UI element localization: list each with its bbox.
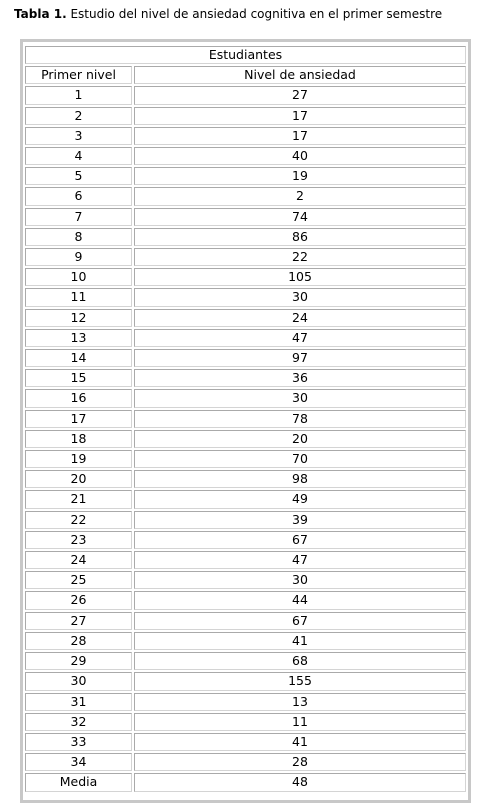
table-row	[25, 490, 466, 508]
cell-nivel-ansiedad: 19	[134, 167, 466, 185]
table-row	[25, 531, 466, 549]
cell-primer-nivel: 10	[25, 268, 132, 286]
cell-nivel-ansiedad: 68	[134, 652, 466, 670]
cell-primer-nivel: 22	[25, 511, 132, 529]
cell-primer-nivel: 25	[25, 571, 132, 589]
cell-nivel-ansiedad: 22	[134, 248, 466, 266]
cell-primer-nivel: 15	[25, 369, 132, 387]
cell-primer-nivel: 30	[25, 672, 132, 690]
table-row	[25, 410, 466, 428]
table-row	[25, 187, 466, 205]
table-row	[25, 430, 466, 448]
cell-nivel-ansiedad: 17	[134, 107, 466, 125]
group-header-row	[25, 46, 466, 64]
cell-primer-nivel: 14	[25, 349, 132, 367]
column-header-primer-nivel: Primer nivel	[25, 66, 132, 84]
cell-nivel-ansiedad: 44	[134, 591, 466, 609]
table-row	[25, 470, 466, 488]
cell-primer-nivel: 16	[25, 389, 132, 407]
cell-nivel-ansiedad: 24	[134, 309, 466, 327]
cell-nivel-ansiedad: 36	[134, 369, 466, 387]
cell-nivel-ansiedad: 41	[134, 733, 466, 751]
column-header-nivel-ansiedad: Nivel de ansiedad	[134, 66, 466, 84]
table-row	[25, 228, 466, 246]
cell-nivel-ansiedad: 41	[134, 632, 466, 650]
table-row	[25, 248, 466, 266]
table-row	[25, 672, 466, 690]
table-row	[25, 369, 466, 387]
cell-nivel-ansiedad: 86	[134, 228, 466, 246]
cell-nivel-ansiedad: 49	[134, 490, 466, 508]
column-header-row	[25, 66, 466, 84]
cell-primer-nivel: 17	[25, 410, 132, 428]
cell-nivel-ansiedad: 67	[134, 531, 466, 549]
table-row	[25, 147, 466, 165]
cell-nivel-ansiedad: 30	[134, 389, 466, 407]
cell-nivel-ansiedad: 20	[134, 430, 466, 448]
cell-nivel-ansiedad: 97	[134, 349, 466, 367]
table-row	[25, 450, 466, 468]
cell-primer-nivel: 11	[25, 288, 132, 306]
table-row	[25, 389, 466, 407]
table-row	[25, 753, 466, 771]
cell-nivel-ansiedad: 30	[134, 288, 466, 306]
caption-label: Tabla 1.	[14, 7, 67, 21]
cell-nivel-ansiedad: 11	[134, 713, 466, 731]
table-row	[25, 693, 466, 711]
cell-primer-nivel: 33	[25, 733, 132, 751]
cell-primer-nivel: 19	[25, 450, 132, 468]
table-row	[25, 733, 466, 751]
cell-nivel-ansiedad: 47	[134, 329, 466, 347]
table-caption	[14, 6, 442, 22]
cell-primer-nivel: 26	[25, 591, 132, 609]
cell-nivel-ansiedad: 105	[134, 268, 466, 286]
cell-nivel-ansiedad: 67	[134, 612, 466, 630]
cell-nivel-ansiedad: 40	[134, 147, 466, 165]
table-row	[25, 632, 466, 650]
group-header-cell: Estudiantes	[25, 46, 466, 64]
cell-primer-nivel: 18	[25, 430, 132, 448]
cell-primer-nivel: 1	[25, 86, 132, 104]
cell-nivel-ansiedad: 48	[134, 773, 466, 791]
cell-primer-nivel: 9	[25, 248, 132, 266]
table-row	[25, 309, 466, 327]
cell-nivel-ansiedad: 27	[134, 86, 466, 104]
cell-primer-nivel: 29	[25, 652, 132, 670]
cell-primer-nivel: 27	[25, 612, 132, 630]
table-row	[25, 612, 466, 630]
table-row	[25, 571, 466, 589]
table-row	[25, 551, 466, 569]
cell-primer-nivel: 4	[25, 147, 132, 165]
table-row	[25, 107, 466, 125]
table-row	[25, 773, 466, 791]
table-row	[25, 591, 466, 609]
caption-text: Estudio del nivel de ansiedad cognitiva en el primer semestre	[70, 7, 443, 21]
cell-primer-nivel: 20	[25, 470, 132, 488]
cell-nivel-ansiedad: 13	[134, 693, 466, 711]
cell-nivel-ansiedad: 39	[134, 511, 466, 529]
anxiety-table-container	[20, 39, 471, 803]
cell-primer-nivel: 34	[25, 753, 132, 771]
cell-primer-nivel: Media	[25, 773, 132, 791]
cell-nivel-ansiedad: 28	[134, 753, 466, 771]
anxiety-table	[23, 44, 468, 794]
cell-nivel-ansiedad: 74	[134, 208, 466, 226]
cell-nivel-ansiedad: 98	[134, 470, 466, 488]
table-row	[25, 167, 466, 185]
cell-primer-nivel: 7	[25, 208, 132, 226]
cell-primer-nivel: 32	[25, 713, 132, 731]
cell-nivel-ansiedad: 155	[134, 672, 466, 690]
cell-primer-nivel: 24	[25, 551, 132, 569]
table-row	[25, 652, 466, 670]
cell-primer-nivel: 13	[25, 329, 132, 347]
table-row	[25, 511, 466, 529]
cell-primer-nivel: 31	[25, 693, 132, 711]
table-row	[25, 329, 466, 347]
cell-nivel-ansiedad: 2	[134, 187, 466, 205]
table-row	[25, 268, 466, 286]
table-row	[25, 208, 466, 226]
cell-primer-nivel: 2	[25, 107, 132, 125]
cell-primer-nivel: 28	[25, 632, 132, 650]
table-row	[25, 86, 466, 104]
cell-primer-nivel: 6	[25, 187, 132, 205]
table-row	[25, 288, 466, 306]
cell-primer-nivel: 21	[25, 490, 132, 508]
cell-nivel-ansiedad: 70	[134, 450, 466, 468]
cell-primer-nivel: 3	[25, 127, 132, 145]
table-row	[25, 713, 466, 731]
cell-nivel-ansiedad: 30	[134, 571, 466, 589]
cell-primer-nivel: 8	[25, 228, 132, 246]
cell-primer-nivel: 5	[25, 167, 132, 185]
cell-nivel-ansiedad: 47	[134, 551, 466, 569]
table-row	[25, 127, 466, 145]
cell-nivel-ansiedad: 17	[134, 127, 466, 145]
cell-primer-nivel: 23	[25, 531, 132, 549]
cell-nivel-ansiedad: 78	[134, 410, 466, 428]
cell-primer-nivel: 12	[25, 309, 132, 327]
table-row	[25, 349, 466, 367]
